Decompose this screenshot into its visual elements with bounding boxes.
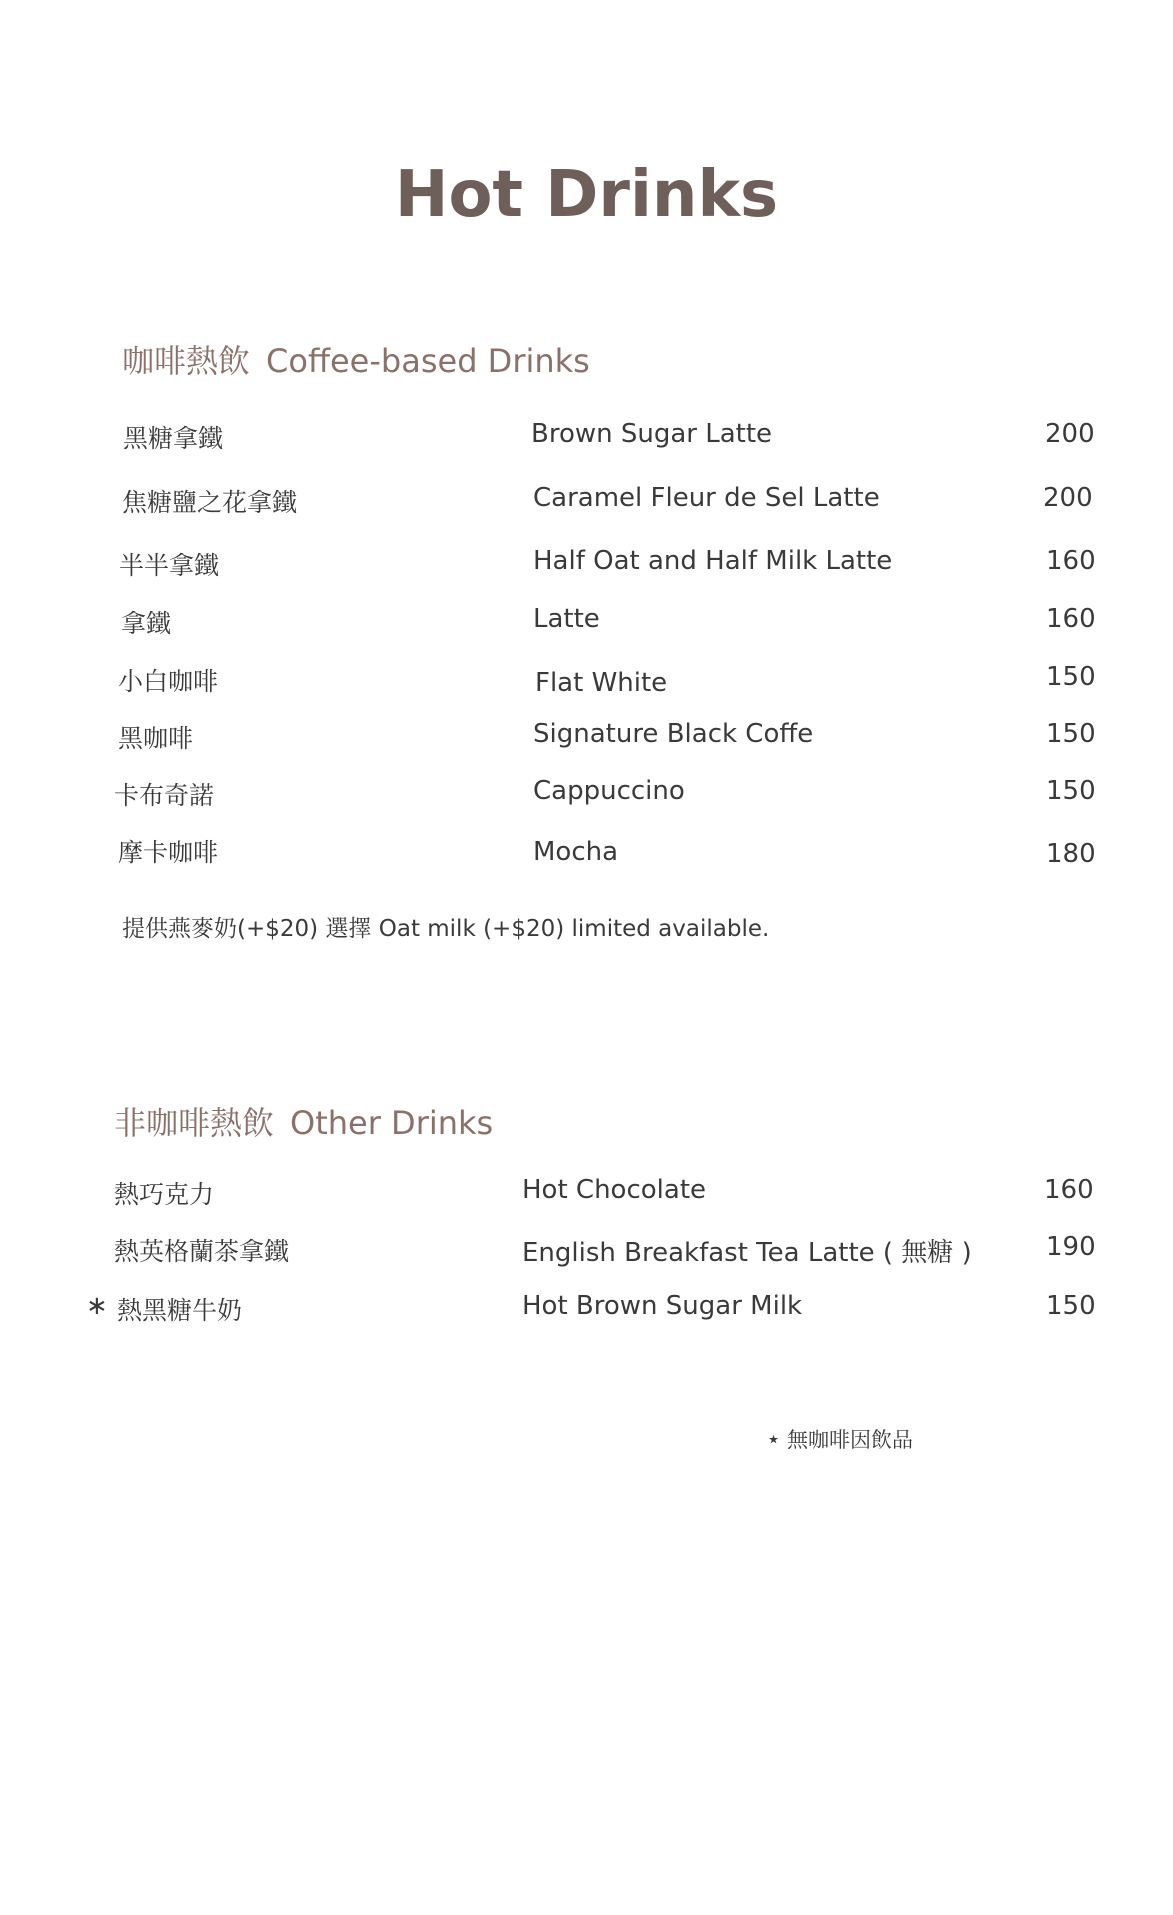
item-price: 150 xyxy=(1046,719,1096,749)
item-name-zh: 拿鐵 xyxy=(121,609,172,638)
footnote-text: 無咖啡因飲品 xyxy=(787,1428,914,1452)
oat-milk-note: 提供燕麥奶(+$20) 選擇 Oat milk (+$20) limited available. xyxy=(122,916,770,942)
other-heading-zh: 非咖啡熱飲 xyxy=(114,1104,275,1142)
menu-item xyxy=(0,776,1173,816)
coffee-heading-en: Coffee-based Drinks xyxy=(266,342,590,380)
other-heading-en: Other Drinks xyxy=(290,1104,494,1142)
decaf-footnote xyxy=(766,1424,913,1454)
coffee-section-heading xyxy=(122,336,590,382)
item-name-en: Signature Black Coffe xyxy=(533,719,814,749)
item-name-en: Hot Brown Sugar Milk xyxy=(522,1291,803,1321)
item-name-en: Caramel Fleur de Sel Latte xyxy=(533,483,880,513)
item-name-zh: 黑糖拿鐵 xyxy=(123,424,224,453)
item-name-zh: 小白咖啡 xyxy=(118,667,219,696)
decaf-mark: ∗ xyxy=(86,1291,108,1321)
item-name-en: Brown Sugar Latte xyxy=(531,419,773,449)
item-name-en: Half Oat and Half Milk Latte xyxy=(533,546,893,576)
item-price: 200 xyxy=(1043,483,1093,513)
menu-item xyxy=(0,483,1173,523)
coffee-heading-zh: 咖啡熱飲 xyxy=(122,342,251,380)
item-price: 160 xyxy=(1046,604,1096,634)
item-name-zh: 熱黑糖牛奶 xyxy=(117,1296,243,1325)
menu-item xyxy=(0,1291,1173,1331)
item-name-zh: 黑咖啡 xyxy=(118,724,194,753)
item-name-zh: 卡布奇諾 xyxy=(114,781,215,810)
menu-item xyxy=(0,604,1173,644)
menu-item xyxy=(0,833,1173,873)
item-price: 150 xyxy=(1046,1291,1096,1321)
item-name-en: Flat White xyxy=(535,668,668,698)
item-price: 150 xyxy=(1046,776,1096,806)
menu-item xyxy=(0,546,1173,586)
item-price: 200 xyxy=(1045,419,1095,449)
item-name-zh: 熱英格蘭茶拿鐵 xyxy=(114,1237,290,1266)
item-price: 160 xyxy=(1046,546,1096,576)
page-title: Hot Drinks xyxy=(394,158,779,232)
menu-item xyxy=(0,1175,1173,1215)
item-name-zh: 熱巧克力 xyxy=(114,1180,215,1209)
item-name-en: English Breakfast Tea Latte ( 無糖 ) xyxy=(522,1238,972,1268)
item-price: 190 xyxy=(1046,1232,1096,1262)
menu-item xyxy=(0,662,1173,702)
item-price: 150 xyxy=(1046,662,1096,692)
item-name-en: Hot Chocolate xyxy=(522,1175,707,1205)
item-name-en: Cappuccino xyxy=(533,776,685,806)
item-price: 180 xyxy=(1046,839,1096,869)
menu-item xyxy=(0,419,1173,459)
item-price: 160 xyxy=(1044,1175,1094,1205)
item-name-en: Latte xyxy=(533,604,600,634)
other-section-heading xyxy=(114,1098,493,1144)
item-name-zh: 焦糖鹽之花拿鐵 xyxy=(122,488,298,517)
item-name-zh: 摩卡咖啡 xyxy=(118,838,219,867)
menu-item xyxy=(0,1232,1173,1272)
menu-item xyxy=(0,719,1173,759)
item-name-zh: 半半拿鐵 xyxy=(119,551,220,580)
item-name-en: Mocha xyxy=(533,837,619,867)
footnote-star-icon: ⋆ xyxy=(766,1425,782,1453)
